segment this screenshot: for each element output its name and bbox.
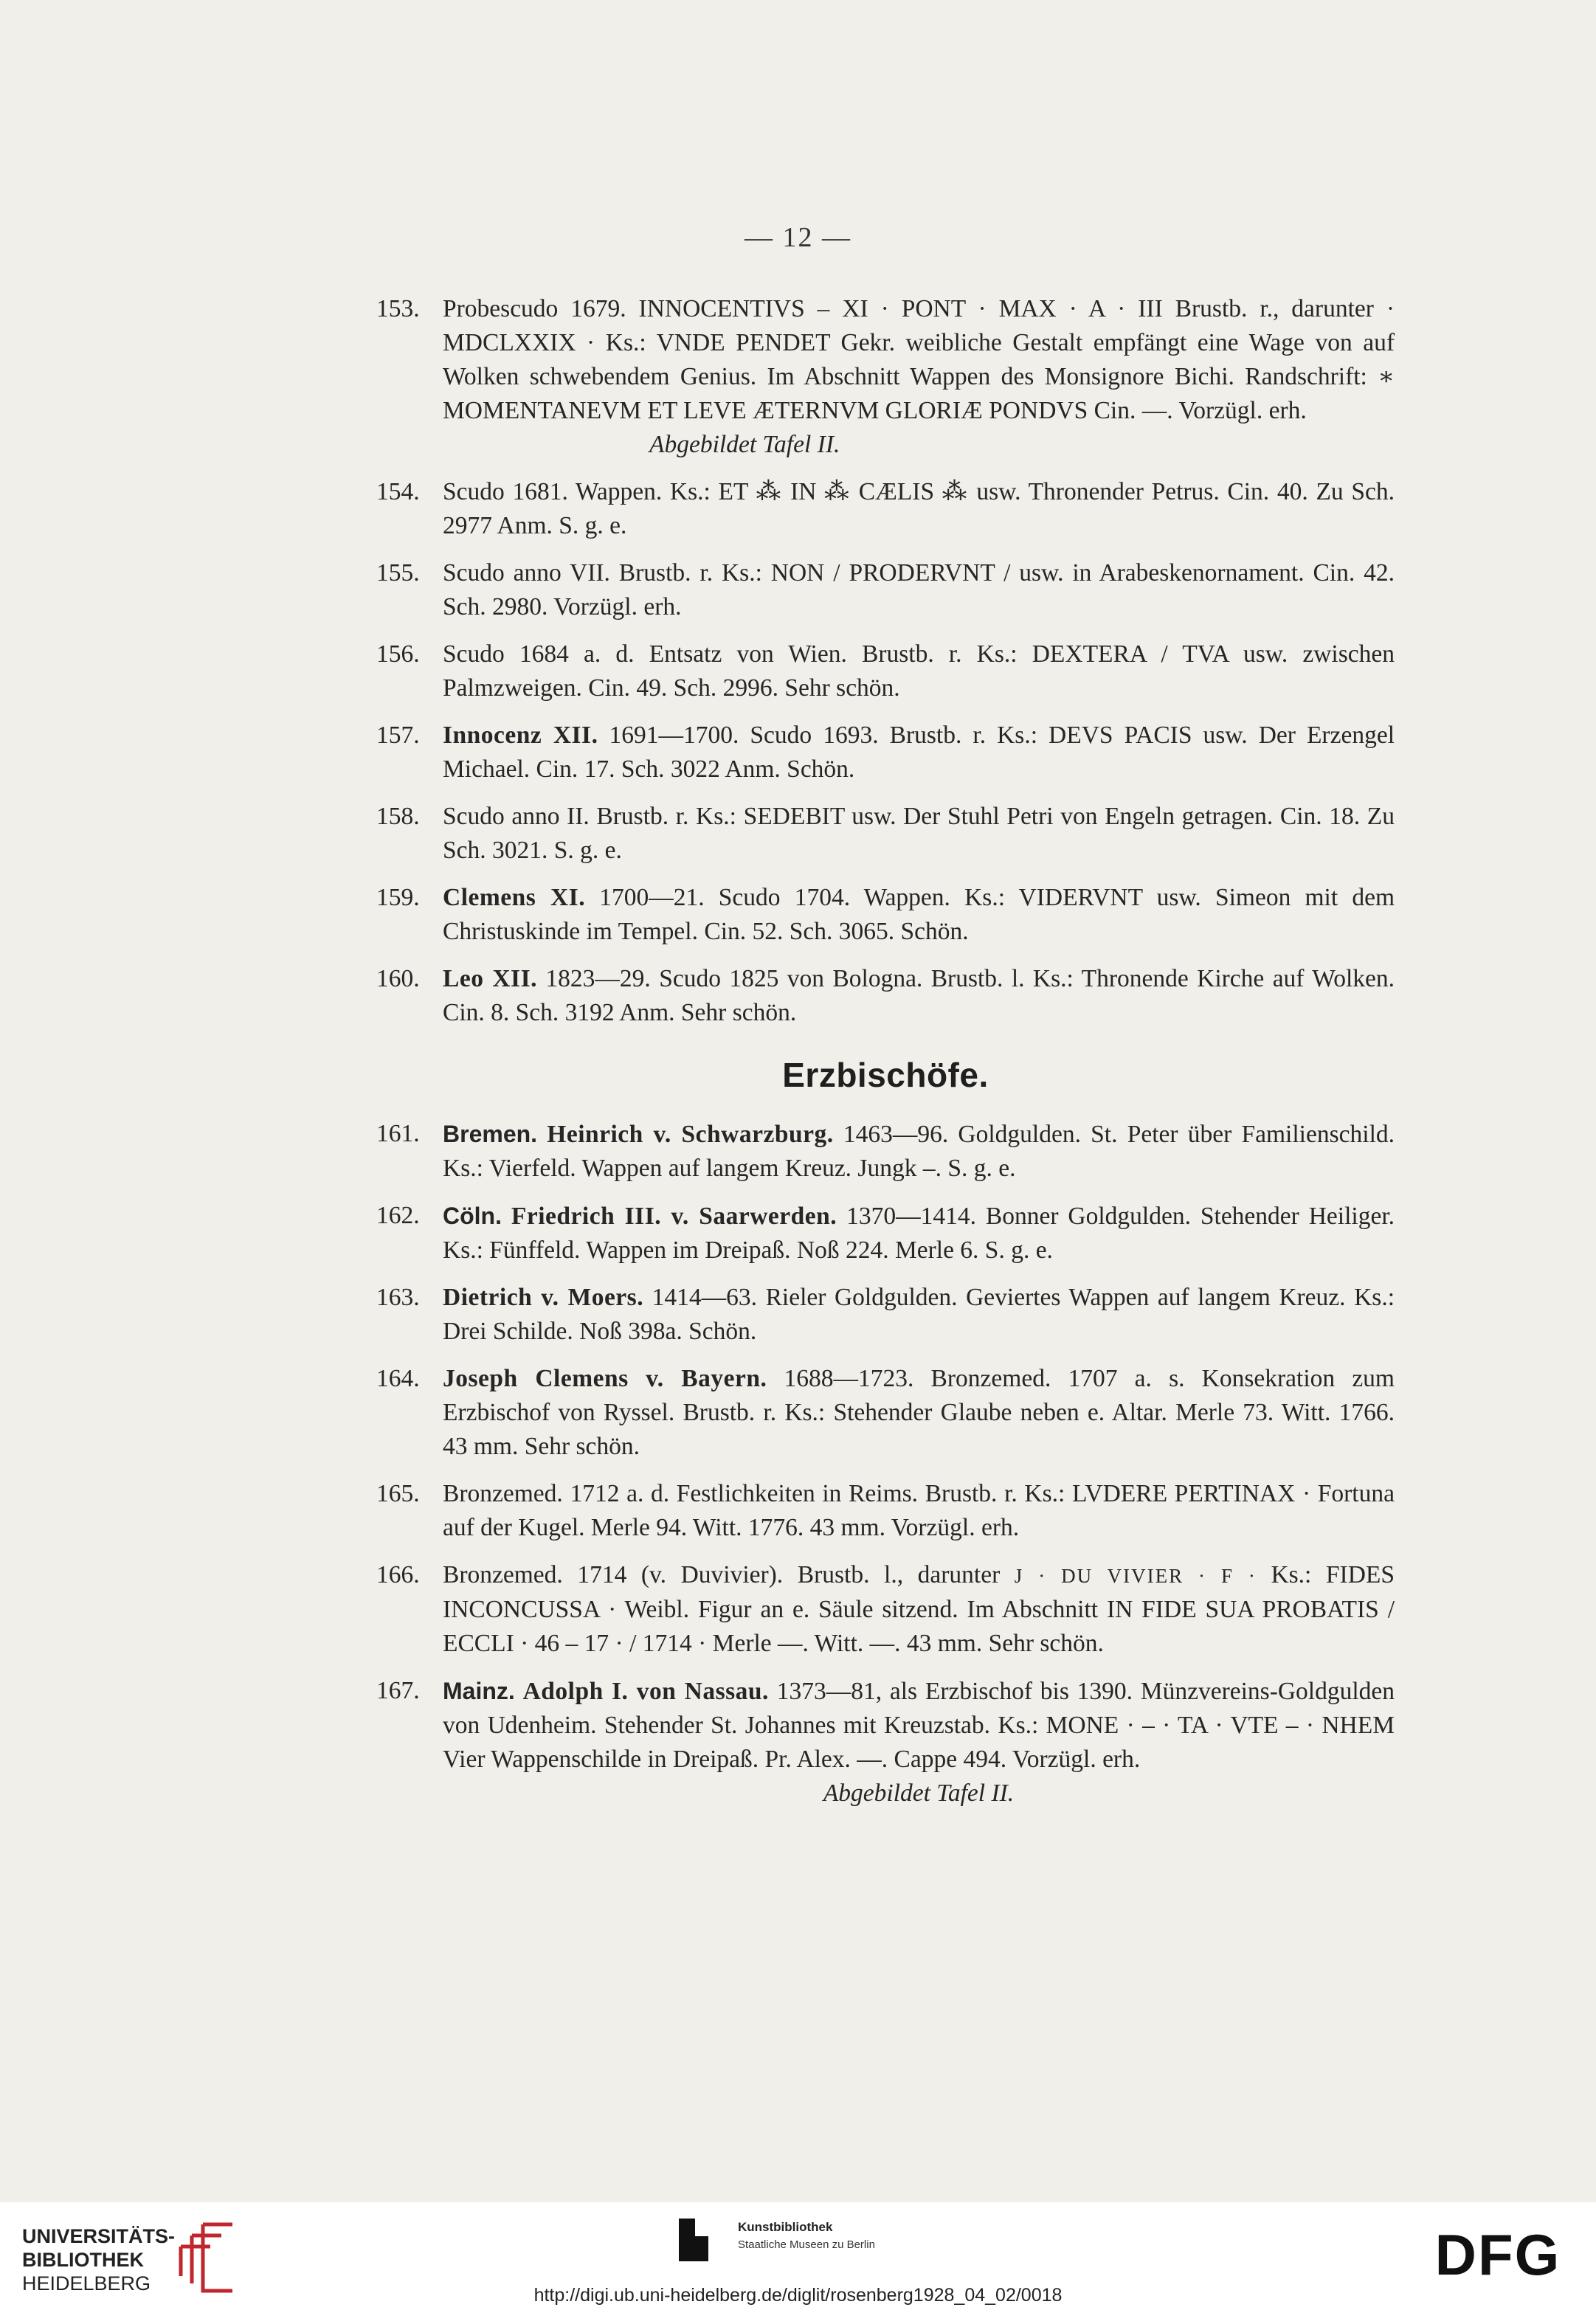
entry-number: 162. (376, 1202, 420, 1229)
section-title: Erzbischöfe. (782, 1056, 989, 1094)
entry-number: 167. (376, 1677, 420, 1704)
entry-text: 1373—81, als Erzbischof bis 1390. Münzvereins-Goldgulden von Udenheim. Stehender St. Johannes mit Kreuzstab. Ks.: MONE · – · TA · VTE – · NHEM Vier Wappenschilde in Dreipaß. Pr. Alex. —. Cappe 494. Vorzügl. erh. (443, 1678, 1395, 1773)
city-name: Mainz. (443, 1678, 515, 1704)
catalog-entry (376, 1674, 1395, 1811)
city-name: Cöln. (443, 1203, 502, 1229)
entry-number: 153. (376, 295, 420, 322)
entry-text: 1688—1723. Bronzemed. 1707 a. s. Konsekration zum Erzbischof von Ryssel. Brustb. r. Ks.: Stehender Glaube neben e. Altar. Merle 73. Witt. 1766. 43 mm. Sehr schön. (443, 1365, 1395, 1460)
entry-caption: Abgebildet Tafel II. (823, 1780, 1015, 1807)
kunstbibliothek-logo[interactable] (679, 2219, 974, 2278)
catalog-entry (376, 800, 1395, 868)
ruler-name: Joseph Clemens v. Bayern. (443, 1365, 767, 1392)
catalog-entry (376, 556, 1395, 624)
ub-line-2: BIBLIOTHEK (22, 2249, 144, 2271)
entry-text: Scudo anno II. Brustb. r. Ks.: SEDEBIT usw. Der Stuhl Petri von Engeln getragen. Cin. 18. Zu Sch. 3021. S. g. e. (443, 803, 1395, 864)
ruler-name: Heinrich v. Schwarzburg. (547, 1121, 834, 1148)
entry-text: 1414—63. Rieler Goldgulden. Geviertes Wappen auf langem Kreuz. Ks.: Drei Schilde. Noß 398a. Schön. (443, 1284, 1395, 1345)
entry-text: Bronzemed. 1712 a. d. Festlichkeiten in Reims. Brustb. r. Ks.: LVDERE PERTINAX · Fortuna auf der Kugel. Merle 94. Witt. 1776. 43 mm. Vorzügl. erh. (443, 1480, 1395, 1541)
entry-text: Bronzemed. 1714 (v. Duvivier). Brustb. l., darunter (443, 1561, 1001, 1588)
entry-number: 157. (376, 722, 420, 749)
catalog-entry (376, 962, 1395, 1030)
entry-text: Scudo 1684 a. d. Entsatz von Wien. Brustb. r. Ks.: DEXTERA / TVA usw. zwischen Palmzweigen. Cin. 49. Sch. 2996. Sehr schön. (443, 640, 1395, 702)
catalog-entry (376, 292, 1395, 462)
permalink-url[interactable]: http://digi.ub.uni-heidelberg.de/diglit/rosenberg1928_04_02/0018 (533, 2285, 1063, 2306)
entry-number: 160. (376, 965, 420, 992)
signature-smallcaps: J · DU VIVIER · F · (1014, 1565, 1257, 1587)
catalog-entry (376, 475, 1395, 543)
kunstbibliothek-subtitle: Staatliche Museen zu Berlin (738, 2238, 875, 2251)
entry-text: 1700—21. Scudo 1704. Wappen. Ks.: VIDERVNT usw. Simeon mit dem Christuskinde im Tempel. Cin. 52. Sch. 3065. Schön. (443, 884, 1395, 945)
ruler-name: Innocenz XII. (443, 722, 598, 749)
entry-number: 166. (376, 1561, 420, 1588)
catalog-entry (376, 1117, 1395, 1186)
ub-line-3: HEIDELBERG (22, 2272, 151, 2295)
ruler-name: Clemens XI. (443, 884, 586, 911)
page-number: — 12 — (745, 222, 851, 253)
ruler-name: Leo XII. (443, 965, 538, 992)
entry-number: 161. (376, 1120, 420, 1147)
catalog-entry (376, 719, 1395, 786)
catalog-entry (376, 1199, 1395, 1268)
entry-text: 1463—96. Goldgulden. St. Peter über Familienschild. Ks.: Vierfeld. Wappen auf langem Kreuz. Jungk –. S. g. e. (443, 1121, 1395, 1182)
entry-text: Probescudo 1679. INNOCENTIVS – XI · PONT · MAX · A · III Brustb. r., darunter · MDCLXXIX · Ks.: VNDE PENDET Gekr. weibliche Gestalt empfängt eine Wage von auf Wolken schwebendem Genius. Im Abschnitt Wappen des Monsignore Bichi. Randschrift: ∗ MOMENTANEVM ET LEVE ÆTERNVM GLORIÆ PONDVS Cin. —. Vorzügl. erh. (443, 295, 1395, 424)
catalog-entry (376, 1477, 1395, 1545)
entry-number: 158. (376, 803, 420, 830)
catalog-entry (376, 1558, 1395, 1661)
ruler-name: Adolph I. von Nassau. (522, 1678, 769, 1705)
entry-number: 164. (376, 1365, 420, 1392)
entry-caption: Abgebildet Tafel II. (649, 431, 840, 458)
digitization-footer (0, 2202, 1596, 2310)
dfg-logo-text: DFG (1434, 2224, 1561, 2283)
city-name: Bremen. (443, 1121, 538, 1147)
catalog-entry (376, 1281, 1395, 1349)
entry-number: 163. (376, 1284, 420, 1311)
entry-text: Scudo 1681. Wappen. Ks.: ET ⁂ IN ⁂ CÆLIS ⁂ usw. Thronender Petrus. Cin. 40. Zu Sch. 2977 Anm. S. g. e. (443, 478, 1395, 539)
kunstbibliothek-emblem-icon (679, 2219, 708, 2261)
dfg-logo-icon[interactable] (1420, 2224, 1575, 2283)
entry-text: 1691—1700. Scudo 1693. Brustb. r. Ks.: DEVS PACIS usw. Der Erzengel Michael. Cin. 17. Sch. 3022 Anm. Schön. (443, 722, 1395, 783)
entry-text: Ks.: FIDES INCONCUSSA · Weibl. Figur an e. Säule sitzend. Im Abschnitt IN FIDE SUA PROBATIS / ECCLI · 46 – 17 · / 1714 · Merle —. Witt. —. 43 mm. Sehr schön. (443, 1561, 1395, 1657)
kunstbibliothek-name: Kunstbibliothek (738, 2220, 833, 2234)
entry-number: 154. (376, 478, 420, 505)
catalog-entry (376, 881, 1395, 949)
entry-text: Scudo anno VII. Brustb. r. Ks.: NON / PRODERVNT / usw. in Arabeskenornament. Cin. 42. Sch. 2980. Vorzügl. erh. (443, 559, 1395, 620)
ruler-name: Dietrich v. Moers. (443, 1284, 644, 1311)
entry-text: 1823—29. Scudo 1825 von Bologna. Brustb. l. Ks.: Thronende Kirche auf Wolken. Cin. 8. Sch. 3192 Anm. Sehr schön. (443, 965, 1395, 1026)
entry-text: 1370—1414. Bonner Goldgulden. Stehender Heiliger. Ks.: Fünffeld. Wappen im Dreipaß. Noß 224. Merle 6. S. g. e. (443, 1203, 1395, 1264)
catalog-entries (376, 292, 1395, 1824)
entry-number: 165. (376, 1480, 420, 1507)
ruler-name: Friedrich III. v. Saarwerden. (511, 1203, 837, 1230)
catalog-entry (376, 637, 1395, 705)
ub-line-1: UNIVERSITÄTS- (22, 2225, 176, 2247)
entry-number: 155. (376, 559, 420, 587)
entry-number: 156. (376, 640, 420, 668)
catalog-entry (376, 1362, 1395, 1464)
entry-number: 159. (376, 884, 420, 911)
